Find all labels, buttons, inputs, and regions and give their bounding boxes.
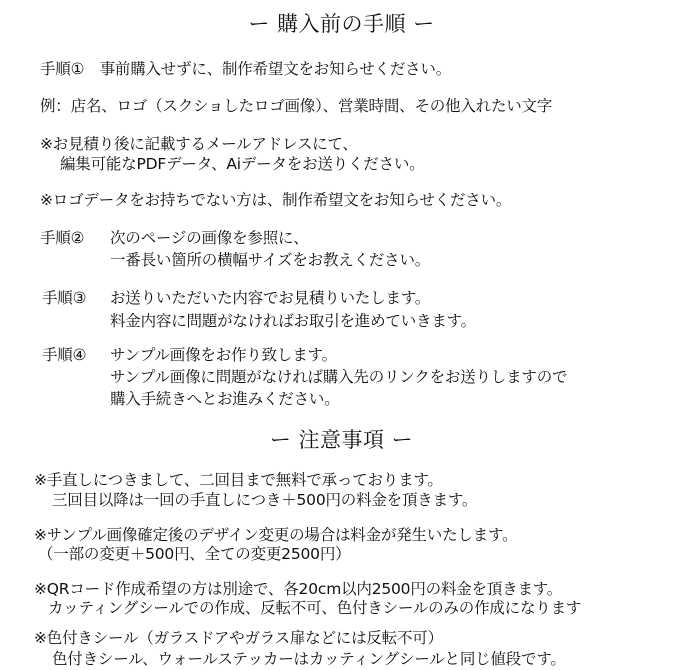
note-no-logo: ※ロゴデータをお持ちでない方は、制作希望文をお知らせください。	[40, 191, 512, 209]
notice1-line2: 三回目以降は一回の手直しにつき＋500円の料金を頂きます。	[52, 491, 478, 509]
notes-title: ー 注意事項 ー	[269, 428, 414, 452]
step3-line1: お送りいただいた内容でお見積りいたします。	[110, 289, 431, 307]
example-text: 例：店名、ロゴ（スクショしたロゴ画像）、営業時間、その他入れたい文字	[40, 97, 553, 115]
notice3-line2: カッティングシールでの作成、反転不可、色付きシールのみの作成になります	[48, 599, 582, 617]
notice2-line2: （一部の変更＋500円、全ての変更2500円）	[38, 545, 351, 563]
notice4-line1: ※色付きシール（ガラスドアやガラス扉などには反転不可）	[34, 629, 443, 647]
notice1-line1: ※手直しにつきまして、二回目まで無料で承っております。	[34, 471, 443, 489]
step2-line2: 一番長い箇所の横幅サイズをお教えください。	[110, 251, 431, 269]
step4-line1: サンプル画像をお作り致します。	[110, 346, 337, 364]
notice3-line1: ※QRコード作成希望の方は別途で、各20cm以内2500円の料金を頂きます。	[34, 580, 563, 598]
note-email-line1: ※お見積り後に記載するメールアドレスにて、	[40, 135, 358, 153]
note-email-line2: 編集可能なPDFデータ、Aiデータをお送りください。	[60, 155, 425, 173]
step1-text: 手順① 事前購入せずに、制作希望文をお知らせください。	[40, 60, 452, 78]
notice2-line1: ※サンプル画像確定後のデザイン変更の場合は料金が発生いたします。	[34, 526, 518, 544]
step2-label: 手順②	[40, 229, 85, 247]
step4-line3: 購入手続きへとお進みください。	[110, 390, 340, 408]
pre-purchase-title: ー 購入前の手順 ー	[248, 12, 435, 36]
step3-label: 手順③	[42, 289, 87, 307]
step3-line2: 料金内容に問題がなければお取引を進めていきます。	[110, 312, 476, 330]
notice4-line2: 色付きシール、ウォールステッカーはカッティングシールと同じ値段です。	[52, 650, 566, 668]
step4-line2: サンプル画像に問題がなければ購入先のリンクをお送りしますので	[110, 368, 568, 386]
step2-line1: 次のページの画像を参照に、	[110, 229, 309, 247]
step4-label: 手順④	[42, 346, 87, 364]
